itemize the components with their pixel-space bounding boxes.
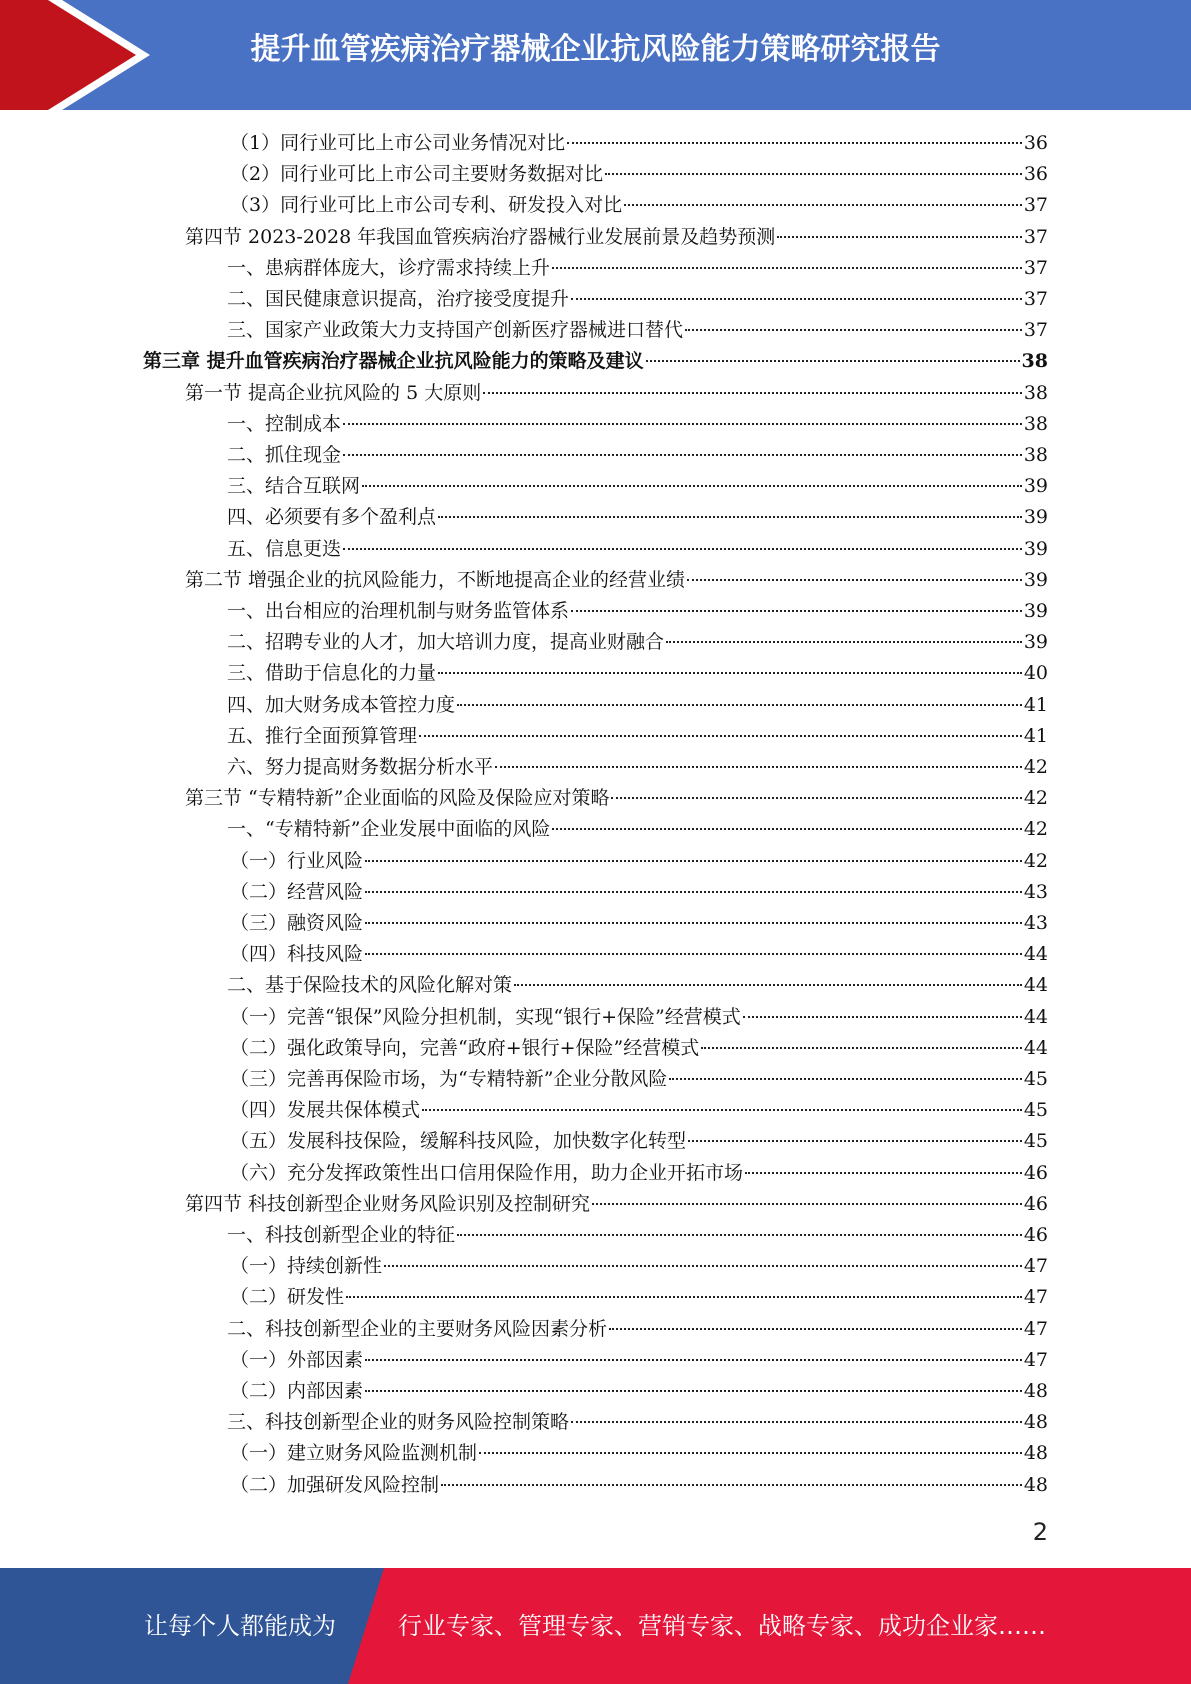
toc-dot-leader [571, 1421, 1022, 1423]
toc-entry-page: 48 [1023, 1411, 1048, 1434]
toc-entry[interactable] [230, 1251, 1048, 1282]
toc-dot-leader [745, 1172, 1022, 1174]
report-title: 提升血管疾病治疗器械企业抗风险能力策略研究报告 [250, 32, 941, 67]
toc-entry-title: 二、基于保险技术的风险化解对策 [227, 974, 513, 997]
toc-dot-leader [611, 797, 1021, 799]
toc-entry-page: 36 [1023, 132, 1048, 154]
toc-entry[interactable] [230, 190, 1048, 221]
toc-entry-title: 三、国家产业政策大力支持国产创新医疗器械进口替代 [227, 319, 684, 342]
toc-entry-page: 41 [1023, 724, 1048, 747]
toc-dot-leader [609, 1328, 1022, 1330]
toc-dot-leader [571, 298, 1022, 300]
toc-entry[interactable] [230, 1345, 1048, 1376]
toc-entry[interactable] [227, 534, 1048, 565]
toc-entry[interactable] [227, 315, 1048, 346]
toc-entry-page: 48 [1023, 1380, 1048, 1402]
toc-entry[interactable] [227, 970, 1048, 1001]
toc-dot-leader [457, 704, 1022, 706]
toc-entry-page: 44 [1023, 943, 1048, 966]
toc-dot-leader [438, 516, 1022, 518]
toc-entry-page: 47 [1023, 1255, 1048, 1278]
toc-entry[interactable] [227, 690, 1048, 721]
toc-entry-page: 39 [1023, 537, 1048, 560]
toc-dot-leader [362, 485, 1022, 487]
toc-entry[interactable] [185, 222, 1048, 253]
toc-entry[interactable] [230, 1158, 1048, 1189]
toc-entry-title: 第二节 增强企业的抗风险能力，不断地提高企业的经营业绩 [185, 568, 686, 591]
toc-entry-title: 第三节 “专精特新”企业面临的风险及保险应对策略 [185, 787, 610, 810]
toc-entry-title: （三）完善再保险市场，为“专精特新”企业分散风险 [230, 1068, 668, 1090]
toc-entry-title: （2）同行业可比上市公司主要财务数据对比 [230, 163, 604, 186]
toc-dot-leader [701, 1047, 1022, 1049]
toc-entry-page: 47 [1023, 1348, 1048, 1371]
toc-dot-leader [666, 641, 1022, 643]
toc-dot-leader [343, 454, 1022, 456]
toc-entry-title: （二）研发性 [230, 1286, 345, 1309]
toc-entry-title: （五）发展科技保险，缓解科技风险，加快数字化转型 [230, 1130, 687, 1153]
toc-entry[interactable] [230, 1064, 1048, 1095]
toc-entry-title: 二、国民健康意识提高，治疗接受度提升 [227, 288, 570, 310]
toc-entry-title: （二）内部因素 [230, 1380, 364, 1402]
toc-entry[interactable] [230, 877, 1048, 908]
toc-entry[interactable] [230, 159, 1048, 190]
toc-entry-title: （六）充分发挥政策性出口信用保险作用，助力企业开拓市场 [230, 1161, 744, 1184]
toc-dot-leader [365, 891, 1022, 893]
toc-entry[interactable] [227, 596, 1048, 627]
toc-entry[interactable] [230, 939, 1048, 970]
toc-entry-title: （三）融资风险 [230, 912, 364, 934]
toc-entry-page: 42 [1023, 756, 1048, 778]
toc-entry[interactable] [227, 814, 1048, 845]
toc-entry-page: 37 [1023, 194, 1048, 217]
toc-dot-leader [592, 1203, 1022, 1205]
toc-entry[interactable] [185, 783, 1048, 814]
toc-entry-title: 第一节 提高企业抗风险的 5 大原则 [185, 381, 482, 404]
toc-entry[interactable] [230, 1438, 1048, 1469]
toc-entry-page: 38 [1023, 412, 1048, 435]
toc-entry-page: 43 [1023, 912, 1048, 934]
page-footer [0, 1568, 1191, 1684]
toc-entry-page: 44 [1023, 1005, 1048, 1028]
toc-entry-page: 37 [1023, 225, 1048, 248]
toc-dot-leader [419, 735, 1022, 737]
toc-entry-title: （四）发展共保体模式 [230, 1099, 421, 1122]
toc-entry[interactable] [185, 1189, 1048, 1220]
toc-entry[interactable] [230, 128, 1048, 159]
toc-dot-leader [567, 142, 1022, 144]
toc-dot-leader [669, 1078, 1021, 1080]
toc-dot-leader [688, 1140, 1022, 1142]
toc-dot-leader [346, 1296, 1022, 1298]
toc-entry-page: 37 [1023, 288, 1048, 310]
toc-entry-page: 38 [1023, 444, 1048, 466]
toc-dot-leader [479, 1452, 1022, 1454]
toc-dot-leader [552, 267, 1022, 269]
toc-entry-page: 46 [1023, 1161, 1048, 1184]
toc-entry-page: 42 [1023, 849, 1048, 872]
toc-entry[interactable] [227, 253, 1048, 284]
toc-entry-page: 40 [1023, 662, 1048, 685]
toc-entry-title: 三、结合互联网 [227, 475, 361, 498]
toc-dot-leader [495, 766, 1022, 768]
toc-entry-page: 47 [1023, 1317, 1048, 1340]
toc-dot-leader [457, 1234, 1022, 1236]
toc-entry-title: 一、患病群体庞大，诊疗需求持续上升 [227, 256, 551, 279]
toc-dot-leader [365, 953, 1022, 955]
toc-entry-title: 一、控制成本 [227, 412, 342, 435]
toc-entry-title: 第四节 2023-2028 年我国血管疾病治疗器械行业发展前景及趋势预测 [185, 225, 776, 248]
toc-entry-page: 48 [1023, 1473, 1048, 1496]
toc-entry-title: 第四节 科技创新型企业财务风险识别及控制研究 [185, 1192, 591, 1215]
toc-entry-title: （1）同行业可比上市公司业务情况对比 [230, 132, 566, 154]
toc-entry[interactable] [227, 627, 1048, 658]
toc-entry-title: 五、信息更迭 [227, 537, 342, 560]
footer-slogan-left: 让每个人都能成为 [144, 1612, 336, 1640]
toc-entry-title: 一、出台相应的治理机制与财务监管体系 [227, 600, 570, 622]
toc-entry-title: 四、必须要有多个盈利点 [227, 506, 437, 529]
toc-dot-leader [343, 423, 1022, 425]
toc-entry[interactable] [227, 658, 1048, 689]
toc-entry-title: 六、努力提高财务数据分析水平 [227, 756, 494, 778]
toc-entry-page: 38 [1021, 350, 1048, 373]
toc-entry[interactable] [230, 1095, 1048, 1126]
toc-entry[interactable] [230, 1033, 1048, 1064]
toc-entry[interactable] [227, 471, 1048, 502]
footer-slogan-right: 行业专家、管理专家、营销专家、战略专家、成功企业家…… [398, 1612, 1046, 1640]
toc-entry[interactable] [230, 1470, 1048, 1501]
toc-entry-page: 43 [1023, 880, 1048, 903]
toc-entry-page: 45 [1023, 1068, 1048, 1090]
toc-entry-page: 36 [1023, 163, 1048, 186]
page-header [0, 0, 1191, 110]
toc-entry-title: （一）完善“银保”风险分担机制，实现“银行+保险”经营模式 [230, 1005, 741, 1028]
toc-dot-leader [552, 828, 1021, 830]
toc-dot-leader [605, 173, 1022, 175]
toc-dot-leader [483, 392, 1022, 394]
toc-entry[interactable] [230, 1282, 1048, 1313]
toc-entry[interactable] [227, 1220, 1048, 1251]
toc-entry-title: 四、加大财务成本管控力度 [227, 693, 456, 716]
toc-entry-title: 三、科技创新型企业的财务风险控制策略 [227, 1411, 570, 1434]
toc-dot-leader [743, 1016, 1022, 1018]
toc-entry-page: 44 [1023, 1036, 1048, 1059]
toc-entry[interactable] [227, 752, 1048, 783]
toc-dot-leader [365, 1359, 1022, 1361]
toc-entry-title: 三、借助于信息化的力量 [227, 662, 437, 685]
toc-dot-leader [422, 1109, 1022, 1111]
toc-entry-page: 42 [1023, 818, 1048, 841]
toc-entry-title: 二、招聘专业的人才，加大培训力度，提高业财融合 [227, 631, 665, 654]
toc-entry[interactable] [227, 284, 1048, 315]
toc-entry[interactable] [227, 440, 1048, 471]
toc-dot-leader [365, 860, 1022, 862]
toc-entry[interactable] [230, 908, 1048, 939]
toc-entry-page: 47 [1023, 1286, 1048, 1309]
toc-entry-page: 39 [1023, 506, 1048, 529]
toc-entry-page: 41 [1023, 693, 1048, 716]
toc-entry-title: （3）同行业可比上市公司专利、研发投入对比 [230, 194, 623, 217]
toc-entry[interactable] [227, 721, 1048, 752]
toc-entry-page: 42 [1023, 787, 1048, 810]
toc-entry-title: 二、抓住现金 [227, 444, 342, 466]
toc-entry-page: 45 [1023, 1099, 1048, 1122]
toc-dot-leader [343, 548, 1022, 550]
toc-entry[interactable] [185, 565, 1048, 596]
toc-entry-title: （一）外部因素 [230, 1348, 364, 1371]
toc-entry-title: 二、科技创新型企业的主要财务风险因素分析 [227, 1317, 608, 1340]
toc-entry-title: （二）加强研发风险控制 [230, 1473, 440, 1496]
toc-entry[interactable] [143, 346, 1048, 377]
toc-entry-page: 39 [1023, 568, 1048, 591]
toc-entry-title: （二）经营风险 [230, 880, 364, 903]
toc-entry-page: 39 [1023, 600, 1048, 622]
toc-entry[interactable] [227, 502, 1048, 533]
toc-dot-leader [441, 1484, 1022, 1486]
toc-entry-page: 37 [1023, 256, 1048, 279]
toc-entry-page: 39 [1023, 475, 1048, 498]
toc-entry-title: （一）行业风险 [230, 849, 364, 872]
toc-entry-title: （二）强化政策导向，完善“政府+银行+保险”经营模式 [230, 1036, 700, 1059]
toc-dot-leader [685, 329, 1022, 331]
toc-dot-leader [571, 610, 1022, 612]
toc-entry[interactable] [230, 846, 1048, 877]
toc-entry-page: 39 [1023, 631, 1048, 654]
toc-entry-title: 五、推行全面预算管理 [227, 724, 418, 747]
toc-entry[interactable] [227, 1314, 1048, 1345]
toc-entry[interactable] [185, 378, 1048, 409]
toc-entry-page: 37 [1023, 319, 1048, 342]
toc-entry-page: 44 [1023, 974, 1048, 997]
toc-entry[interactable] [230, 1376, 1048, 1407]
toc-dot-leader [365, 922, 1022, 924]
toc-entry-title: 第三章 提升血管疾病治疗器械企业抗风险能力的策略及建议 [143, 350, 644, 373]
toc-entry-title: （一）持续创新性 [230, 1255, 383, 1278]
page-number: 2 [1032, 1518, 1048, 1546]
toc-entry[interactable] [227, 1407, 1048, 1438]
toc-entry-title: 一、“专精特新”企业发展中面临的风险 [227, 818, 551, 841]
toc-dot-leader [624, 204, 1022, 206]
toc-entry-page: 45 [1023, 1130, 1048, 1153]
toc-dot-leader [687, 579, 1022, 581]
toc-entry-page: 46 [1023, 1192, 1048, 1215]
toc-dot-leader [514, 984, 1022, 986]
toc-dot-leader [365, 1390, 1022, 1392]
toc-entry[interactable] [227, 409, 1048, 440]
toc-entry-title: （四）科技风险 [230, 943, 364, 966]
toc-entry-title: （一）建立财务风险监测机制 [230, 1442, 478, 1465]
toc-dot-leader [777, 236, 1022, 238]
toc-entry-title: 一、科技创新型企业的特征 [227, 1224, 456, 1246]
toc-entry-page: 46 [1023, 1224, 1048, 1246]
toc-entry[interactable] [230, 1126, 1048, 1157]
toc-entry[interactable] [230, 1002, 1048, 1033]
toc-dot-leader [438, 672, 1022, 674]
toc-entry-page: 48 [1023, 1442, 1048, 1465]
toc-entry-page: 38 [1023, 381, 1048, 404]
toc-dot-leader [384, 1265, 1022, 1267]
toc-dot-leader [646, 360, 1020, 362]
